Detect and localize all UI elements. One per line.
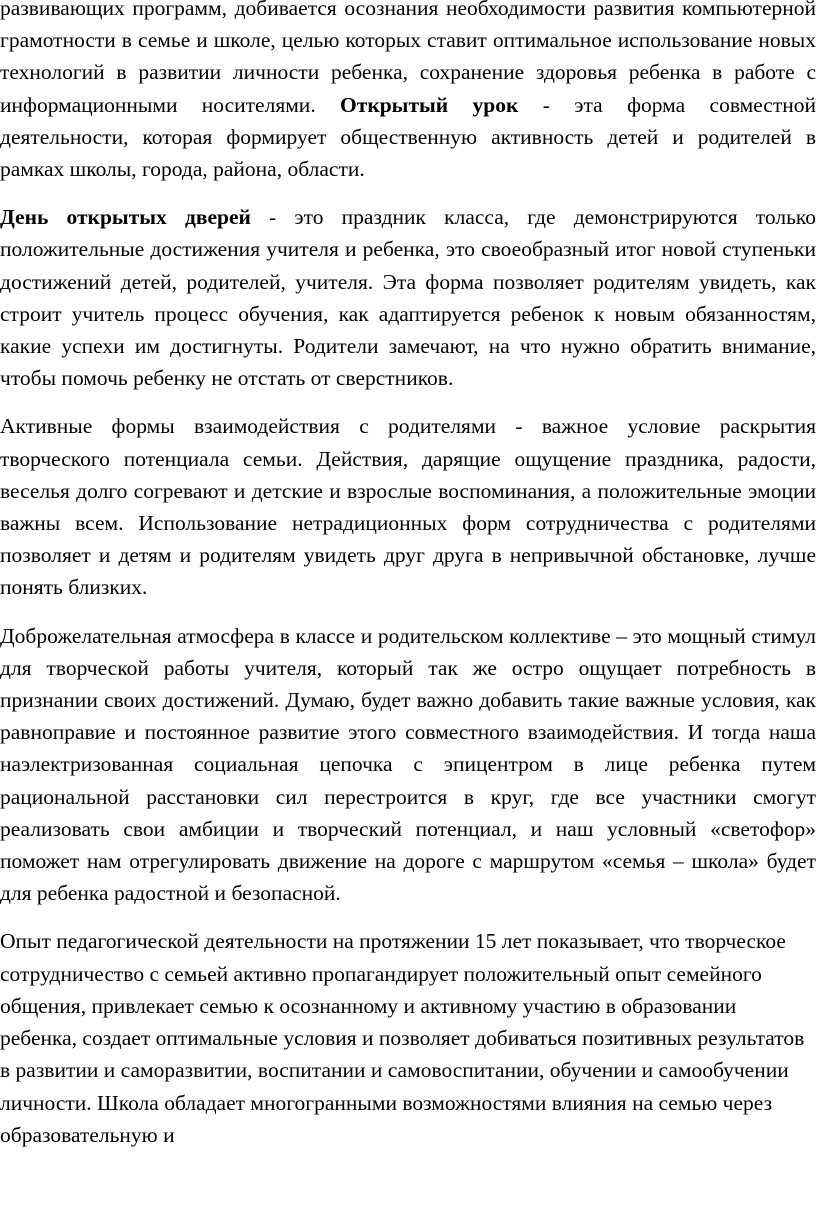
paragraph-experience	[0, 925, 816, 1150]
paragraph-text: Доброжелательная атмосфера в классе и родительском коллективе – это мощный стимул для творческой работы учителя, который так же остро ощущает потребность в признании своих достижений. Думаю, будет важно добавить такие важные условия, как равноправие и постоянное развитие этого совместного взаимодействия. И тогда наша наэлектризованная социальная цепочка с эпицентром в лице ребенка путем рациональной расстановки сил перестроится в круг, где все участники смогут реализовать свои амбиции и творческий потенциал, и наш условный «светофор» поможет нам отрегулировать движение на дороге с маршрутом «семья – школа» будет для ребенка радостной и безопасной.	[0, 623, 816, 906]
paragraph-text: Активные формы взаимодействия с родителями - важное условие раскрытия творческого потенциала семьи. Действия, дарящие ощущение праздника, радости, веселья долго согревают и детские и взрослые воспоминания, а положительные эмоции важны всем. Использование нетрадиционных форм сотрудничества с родителями позволяет и детям и родителям увидеть друг друга в непривычной обстановке, лучше понять близких.	[0, 414, 816, 600]
paragraph-text: Опыт педагогической деятельности на протяжении 15 лет показывает, что творческое сотрудничество с семьей активно пропагандирует положительный опыт семейного общения, привлекает семью к осознанному и активному участию в образовании ребенка, создает оптимальные условия и позволяет добиваться позитивных результатов в развитии и саморазвитии, воспитании и самовоспитании, обучении и самообучении личности. Школа обладает многогранными возможностями влияния на семью через образовательную и	[0, 929, 805, 1147]
paragraph-text: - эта форма совместной деятельности, которая формирует общественную активность детей и родителей в рамках школы, города, района, области.	[0, 92, 816, 182]
paragraph-text: развивающих программ, добивается осознания необходимости развития компьютерной грамотности в семье и школе, целью которых ставит оптимальное использование новых технологий в развитии личности ребенка, сохранение здоровья ребенка в работе с информационными носителями.	[0, 0, 816, 117]
term-open-day: День открытых дверей	[0, 205, 251, 230]
paragraph-text: - это праздник класса, где демонстрируются только положительные достижения учителя и ребенка, это своеобразный итог новой ступеньки достижений детей, родителей, учителя. Эта форма позволяет родителям увидеть, как строит учитель процесс обучения, как адаптируется ребенок к новым обязанностям, какие успехи им достигнуты. Родители замечают, на что нужно обратить внимание, чтобы помочь ребенку не отстать от сверстников.	[0, 205, 816, 391]
term-open-lesson: Открытый урок	[340, 92, 519, 117]
paragraph-open-lesson	[0, 0, 816, 185]
paragraph-open-day	[0, 201, 816, 394]
paragraph-atmosphere	[0, 620, 816, 910]
paragraph-active-forms	[0, 410, 816, 603]
